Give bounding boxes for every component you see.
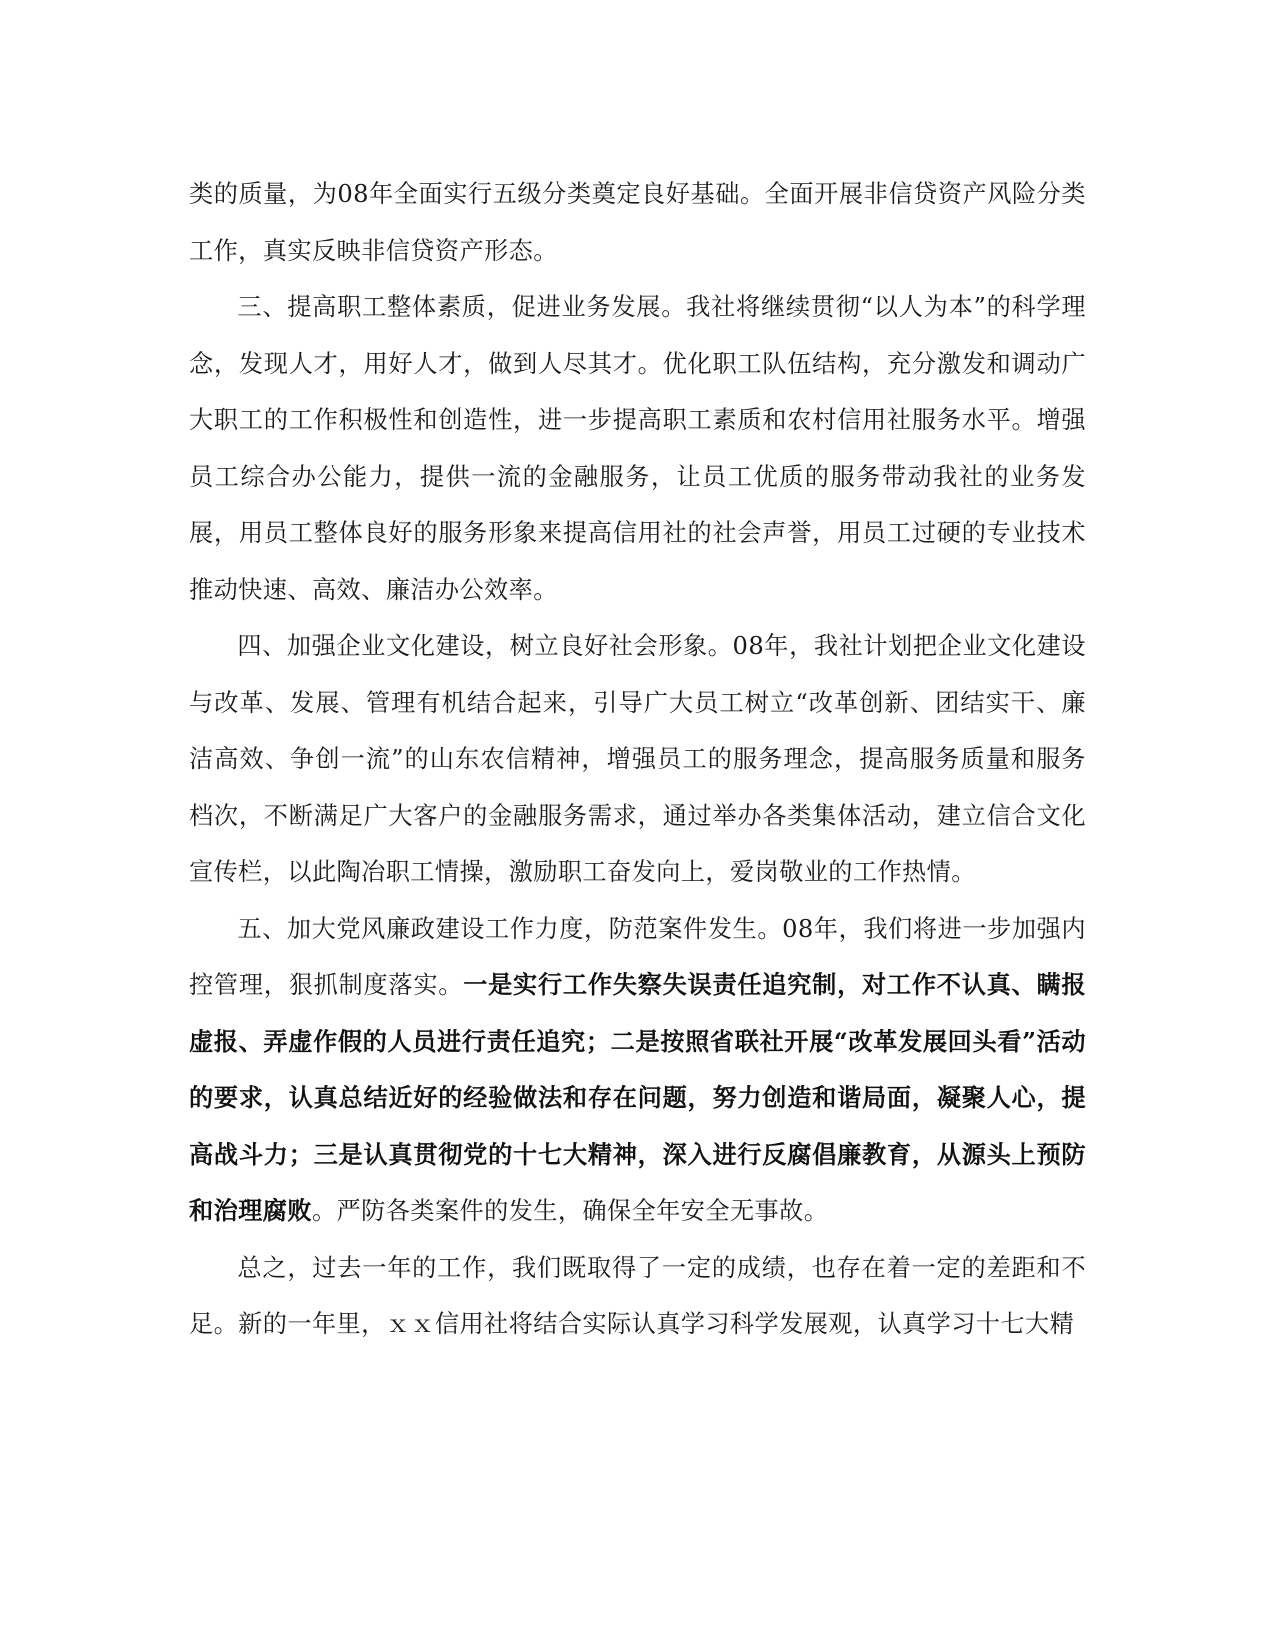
text-segment: 总之，过去一年的工作，我们既取得了一定的成绩，也存在着一定的差距和不足。新的一年里，ｘｘ信用社将结合实际认真学习科学发展观，认真学习十七大精 — [189, 1253, 1086, 1338]
text-segment: 五、加大党风廉政建设工作力度，防范案件发生。08年，我们将进一步加强内控管理，狠抓制度落实。 — [189, 914, 1086, 999]
text-segment: 三、提高职工整体素质，促进业务发展。我社将继续贯彻“以人为本”的科学理念，发现人才，用好人才，做到人尽其才。优化职工队伍结构，充分激发和调动广大职工的工作积极性和创造性，进一步提高职工素质和农村信用社服务水平。增强员工综合办公能力，提供一流的金融服务，让员工优质的服务带动我社的业务发展，用员工整体良好的服务形象来提高信用社的社会声誉，用员工过硬的专业技术推动快速、高效、廉洁办公效率。 — [189, 293, 1086, 604]
paragraph-staff-quality — [189, 279, 1086, 618]
text-segment: 四、加强企业文化建设，树立良好社会形象。08年，我社计划把企业文化建设与改革、发展、管理有机结合起来，引导广大员工树立“改革创新、团结实干、廉洁高效、争创一流”的山东农信精神，增强员工的服务理念，提高服务质量和服务档次，不断满足广大客户的金融服务需求，通过举办各类集体活动，建立信合文化宣传栏，以此陶冶职工情操，激励职工奋发向上，爱岗敬业的工作热情。 — [189, 632, 1086, 886]
document-body — [189, 166, 1086, 1353]
text-segment: 。严防各类案件的发生，确保全年安全无事故。 — [311, 1197, 829, 1225]
text-segment: 类的质量，为08年全面实行五级分类奠定良好基础。全面开展非信贷资产风险分类工作，真实反映非信贷资产形态。 — [189, 180, 1086, 265]
paragraph-anti-corruption — [189, 901, 1086, 1240]
bold-text-segment: 一是实行工作失察失误责任追究制，对工作不认真、瞒报虚报、弄虚作假的人员进行责任追究；二是按照省联社开展“改革发展回头看”活动的要求，认真总结近好的经验做法和存在问题，努力创造和谐局面，凝聚人心，提高战斗力；三是认真贯彻党的十七大精神，深入进行反腐倡廉教育，从源头上预防和治理腐败 — [189, 970, 1086, 1225]
paragraph-corporate-culture — [189, 618, 1086, 901]
paragraph-quality-classification — [189, 166, 1086, 279]
paragraph-summary — [189, 1240, 1086, 1353]
